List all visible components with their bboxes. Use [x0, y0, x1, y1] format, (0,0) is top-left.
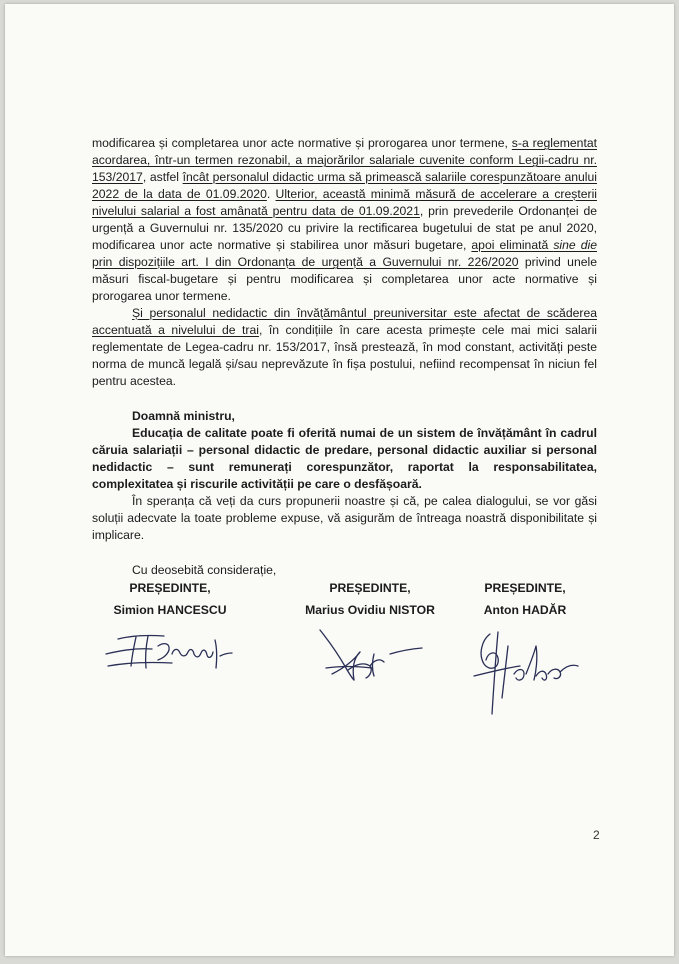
- closing-formula: Cu deosebită considerație,: [132, 563, 277, 577]
- paragraph-hope: În speranța că veți da curs propunerii noastre și că, pe calea dialogului, se vor găsi soluții adecvate la toate probleme expuse, vă asigurăm de întreaga noastră disponibilitate și implicare.: [92, 494, 597, 542]
- underlined-text: Și personalul nedidactic din învățământul preuniversitar este afectat de scăderea accentuată a nivelului de trai: [92, 306, 597, 337]
- text-run: , astfel: [142, 170, 183, 184]
- underlined-text: apoi eliminată: [471, 238, 554, 252]
- paragraph-nondidactic-staff: [92, 305, 597, 390]
- underlined-text: Ulterior, această minimă măsură de accelerare a creșterii nivelului salarial a fost amânată pentru data de 01.09.2021: [92, 187, 597, 218]
- paragraph-quality-education: Educația de calitate poate fi oferită numai de un sistem de învățământ în cadrul căruia salariații – personal didactic de predare, personal didactic auxiliar si personal nedidactic – sunt remunerați corespunzător, raportat la responsabilitatea, complexitatea și riscurile activității pe care o desfășoară.: [92, 426, 597, 491]
- page-number: 2: [593, 828, 600, 842]
- paragraph-salary-history: [92, 135, 597, 305]
- signatory-name: Simion HANCESCU: [113, 603, 227, 617]
- text-run: , în condițiile în care acesta primește cele mai mici salarii reglementate de Legea-cadru nr. 153/2017, însă prestează, în mod constant, activități peste norma de muncă legală și/sau neprevăzute în fișa postului, nefiind recompensat în niciun fel pentru acestea.: [92, 323, 597, 388]
- signatory-role: PREȘEDINTE,: [484, 581, 566, 595]
- letter-body: [92, 135, 597, 579]
- text-run: .: [266, 187, 276, 201]
- signatory-role: PREȘEDINTE,: [129, 581, 211, 595]
- signature-nistor: [310, 624, 430, 686]
- underlined-italic-text: sine die: [553, 238, 597, 252]
- text-run: , prin prevederile Ordonanței de urgență a Guvernului nr. 135/2020 cu privire la rectificarea bugetului de stat pe anul 2020, modificarea unor acte normative și stabilirea unor măsuri bugetare,: [92, 204, 598, 252]
- text-run: privind unele măsuri fiscal-bugetare și pentru modificarea și completarea unor acte normative și prorogarea unor termene.: [92, 255, 598, 303]
- underlined-text: s-a reglementat acordarea, într-un termen rezonabil, a majorărilor salariale cuvenite conform Legii-cadru nr. 153/2017: [92, 136, 597, 184]
- signatory-role: PREȘEDINTE,: [329, 581, 411, 595]
- signatory-block-1: [105, 581, 235, 617]
- signatory-name: Marius Ovidiu NISTOR: [305, 603, 435, 617]
- signature-hancescu: [100, 626, 240, 676]
- underlined-text: încât personalul didactic urma să primească salariile corespunzătoare anului 2022 de la data de 01.09.2020: [92, 170, 597, 201]
- signatory-name: Anton HADĂR: [483, 603, 567, 617]
- signatory-block-3: [465, 581, 585, 617]
- underlined-text: prin dispozițiile art. I din Ordonanța de urgență a Guvernului nr. 226/2020: [92, 255, 519, 269]
- signature-hadar: [468, 624, 588, 722]
- document-page: [5, 4, 674, 956]
- text-run: modificarea și completarea unor acte normative și prorogarea unor termene,: [92, 136, 512, 150]
- salutation: Doamnă ministru,: [132, 409, 235, 423]
- signatory-block-2: [295, 581, 445, 617]
